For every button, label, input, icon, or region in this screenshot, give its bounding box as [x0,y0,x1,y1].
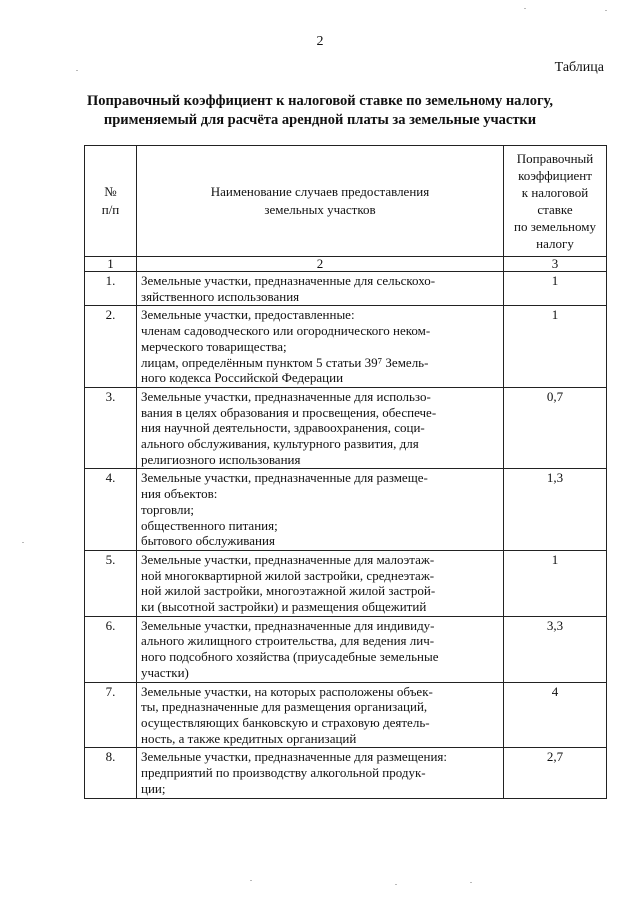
row-coefficient-cell: 4 [504,682,607,748]
row-text-line: Земельные участки, предназначенные для размещения: [141,749,447,765]
row-text-line: общественного питания; [141,517,278,533]
header-coefficient-line: к налоговой [521,185,589,200]
table-row [85,272,607,306]
row-text-line: ной жилой застройки, многоэтажной жилой застрой- [141,583,436,599]
row-text-line: участки) [141,664,189,680]
row-text-line: религиозного использования [141,451,301,467]
table-row [85,306,607,388]
row-text-line: ального обслуживания, культурного развития, для [141,436,419,452]
row-name-cell [137,682,504,748]
row-text-line: ния научной деятельности, здравоохранения, соци- [141,420,425,436]
document-title [30,92,610,130]
row-text-line: зяйственного использования [141,288,300,304]
table-row [85,616,607,682]
row-number-cell: 1. [85,272,137,306]
table-header-row [85,146,607,257]
column-number-cell: 2 [137,257,504,272]
row-text-line: Земельные участки, предназначенные для использо- [141,388,431,404]
row-name-cell [137,550,504,616]
row-text-line: торговли; [141,501,195,517]
scan-speck [470,882,472,883]
header-coefficient-line: по земельному [514,219,596,234]
scan-speck [395,884,397,885]
row-text-line: мерческого товарищества; [141,338,287,354]
row-coefficient-cell: 3,3 [504,616,607,682]
header-coefficient-line: Поправочный [516,151,594,166]
column-number-cell: 1 [85,257,137,272]
header-name-cell [137,146,504,257]
header-coefficient-cell [504,146,607,257]
row-text-line: лицам, определённым пунктом 5 статьи 39⁷ Земель- [141,354,429,370]
row-text-line: Земельные участки, предоставленные: [141,307,355,323]
row-text-line: ки (высотной застройки) и размещения общежитий [141,599,427,615]
row-text-line: ции; [141,780,166,796]
row-text-line: ного кодекса Российской Федерации [141,370,344,386]
row-coefficient-cell: 0,7 [504,387,607,469]
table-label: Таблица [554,60,604,75]
row-text-line: бытового обслуживания [141,533,275,549]
row-text-line: ной многоквартирной жилой застройки, среднеэтаж- [141,567,435,583]
page-number: 2 [316,34,324,49]
row-text-line: ального жилищного строительства, для ведения лич- [141,633,435,649]
scan-speck [76,70,78,71]
row-text-line: ния объектов: [141,486,218,502]
row-coefficient-cell: 2,7 [504,748,607,798]
row-number-cell: 4. [85,469,137,551]
column-number-row [85,257,607,272]
header-number-line: п/п [101,202,120,217]
header-number-line: № [104,184,117,199]
column-number-cell: 3 [504,257,607,272]
row-number-cell: 2. [85,306,137,388]
row-coefficient-cell: 1 [504,272,607,306]
row-number-cell: 5. [85,550,137,616]
table-row [85,550,607,616]
title-line: Поправочный коэффициент к налоговой ставке по земельному налогу, [87,93,553,109]
header-name-line: Наименование случаев предоставления [210,184,430,199]
scan-speck [524,8,526,9]
row-text-line: предприятий по производству алкогольной продук- [141,765,426,781]
row-text-line: Земельные участки, предназначенные для сельскохо- [141,273,436,288]
header-coefficient-line: коэффициент [518,168,592,183]
scan-speck [250,880,252,881]
row-text-line: Земельные участки, предназначенные для индивиду- [141,617,435,633]
row-coefficient-cell: 1 [504,550,607,616]
header-coefficient-line: налогу [536,236,574,251]
row-text-line: вания в целях образования и просвещения, обеспече- [141,404,437,420]
row-text-line: Земельные участки, на которых расположены объек- [141,683,433,699]
row-text-line: Земельные участки, предназначенные для размеще- [141,470,428,486]
row-name-cell [137,272,504,306]
row-text-line: осуществляющих банковскую и страховую деятель- [141,714,430,730]
row-text-line: ность, а также кредитных организаций [141,730,357,746]
row-name-cell [137,469,504,551]
scan-speck [22,542,24,543]
table-row [85,387,607,469]
header-number-cell [85,146,137,257]
header-name-line: земельных участков [264,202,376,217]
table-row [85,748,607,798]
table-row [85,469,607,551]
row-text-line: Земельные участки, предназначенные для малоэтаж- [141,551,435,567]
header-coefficient-line: ставке [537,202,573,217]
row-name-cell [137,306,504,388]
row-name-cell [137,387,504,469]
scan-speck [605,10,607,11]
row-number-cell: 7. [85,682,137,748]
row-name-cell [137,748,504,798]
row-number-cell: 6. [85,616,137,682]
row-coefficient-cell: 1,3 [504,469,607,551]
row-text-line: членам садоводческого или огороднического неком- [141,323,431,339]
row-text-line: ного подсобного хозяйства (приусадебные земельные [141,649,439,665]
row-name-cell [137,616,504,682]
row-coefficient-cell: 1 [504,306,607,388]
table-row [85,682,607,748]
coefficient-table [84,145,607,799]
title-line: применяемый для расчёта арендной платы за земельные участки [103,112,537,128]
row-text-line: ты, предназначенные для размещения организаций, [141,699,428,715]
row-number-cell: 8. [85,748,137,798]
row-number-cell: 3. [85,387,137,469]
